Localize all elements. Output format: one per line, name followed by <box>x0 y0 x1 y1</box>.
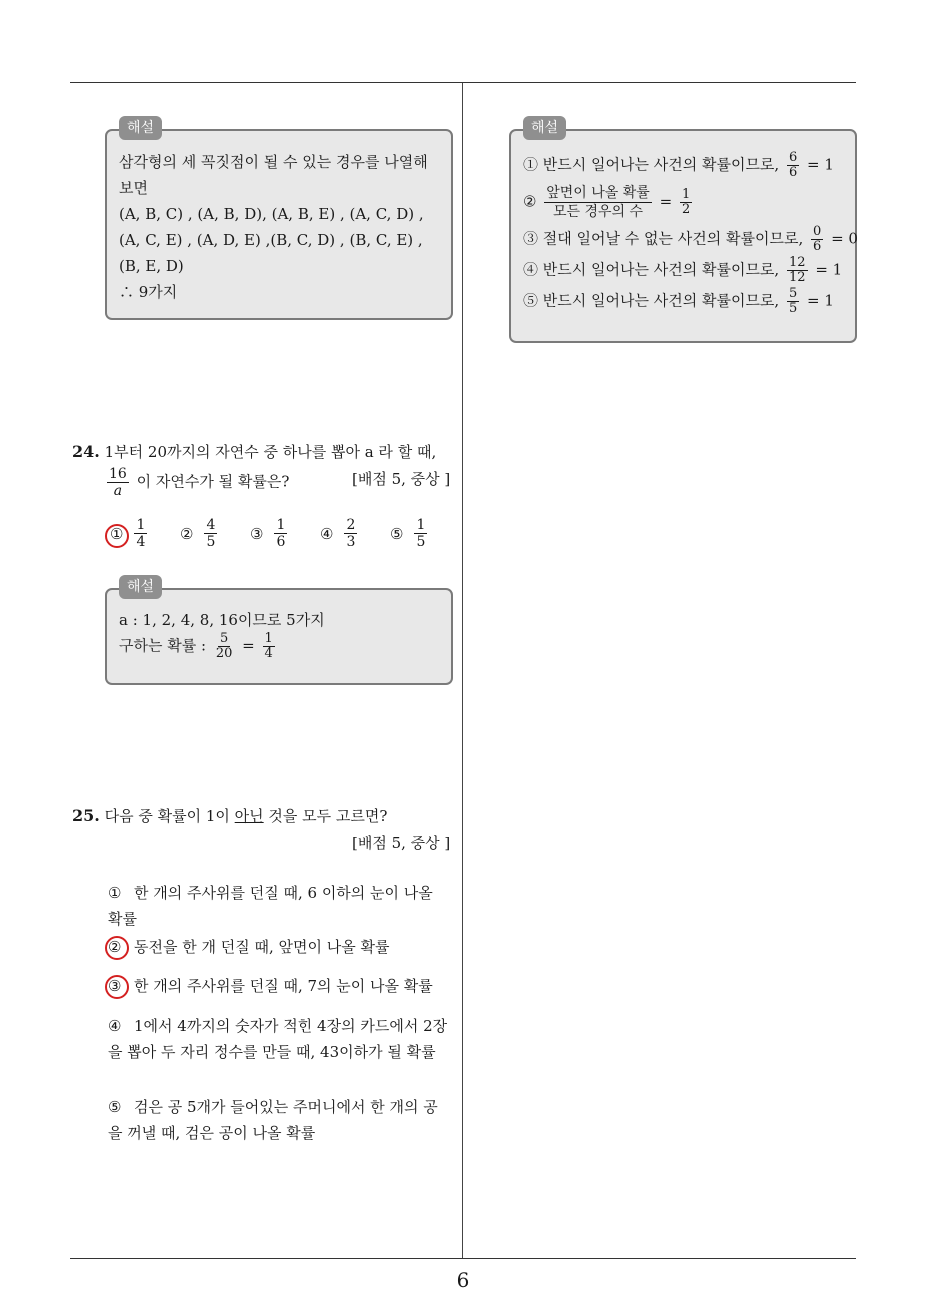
points-label: [배점 5, 중상 ] <box>352 834 451 852</box>
explanation-tag: 해설 <box>119 116 162 140</box>
fraction: $\frac{12}{12}$ <box>788 255 806 285</box>
explanation-line: ∴ 9가지 <box>119 283 178 301</box>
explanation-row-1: ① 반드시 일어나는 사건의 확률이므로, $\frac{6}{6}$ = 1 <box>523 150 834 180</box>
fraction: $\frac{5}{5}$ <box>788 286 798 316</box>
question-stem: 다음 중 확률이 1이 아닌 것을 모두 고르면? <box>104 807 388 825</box>
fraction: $\frac{1}{5}$ <box>416 517 426 550</box>
explanation-box-probability <box>509 120 858 343</box>
explanation-tag: 해설 <box>523 116 566 140</box>
question-25 <box>72 804 452 828</box>
fraction: $\frac{4}{5}$ <box>206 517 216 550</box>
explanation-line: 보면 <box>119 179 148 197</box>
page-number: 6 <box>456 1268 470 1292</box>
question-number: 24. <box>72 442 100 461</box>
option-3[interactable]: ③ 한 개의 주사위를 던질 때, 7의 눈이 나올 확률 <box>108 977 433 995</box>
option-1[interactable]: ① 한 개의 주사위를 던질 때, 6 이하의 눈이 나올 확률 <box>108 884 433 928</box>
explanation-tag: 해설 <box>119 575 162 599</box>
explanation-line: (B, E, D) <box>119 257 184 275</box>
question-stem-2: 이 자연수가 될 확률은? <box>136 472 290 491</box>
answer-circle-mark <box>105 975 129 999</box>
points-label: [배점 5, 중상 ] <box>352 470 451 488</box>
fraction: $\frac{16}{a}$ <box>109 466 127 499</box>
bottom-rule <box>70 1258 856 1259</box>
explanation-line: 삼각형의 세 꼭짓점이 될 수 있는 경우를 나열해 <box>119 153 428 171</box>
explanation-row-2: ② $\frac{\text{앞면이 나올 확률}}{\text{모든 경우의 수}}$ = $\frac{1}{2}$ <box>523 185 691 220</box>
question-number: 25. <box>72 806 100 825</box>
fraction: $\frac{1}{4}$ <box>264 631 273 661</box>
fraction: $\frac{0}{6}$ <box>813 224 822 254</box>
explanation-box-q24 <box>105 579 453 685</box>
solution-line-2: 구하는 확률 : $\frac{5}{20}$ = $\frac{1}{4}$ <box>119 631 273 661</box>
answer-circle-mark <box>105 524 129 548</box>
explanation-row-3: ③ 절대 일어날 수 없는 사건의 확률이므로, $\frac{0}{6}$ = 0 <box>523 224 858 254</box>
top-rule <box>70 82 856 83</box>
fraction: $\frac{1}{6}$ <box>276 517 286 550</box>
explanation-line: (A, C, E) , (A, D, E) ,(B, C, D) , (B, C, E) , <box>119 231 423 249</box>
option-2[interactable]: ② 동전을 한 개 던질 때, 앞면이 나올 확률 <box>108 938 390 956</box>
answer-circle-mark <box>105 936 129 960</box>
explanation-box-triangle <box>105 120 453 320</box>
question-stem: 1부터 20까지의 자연수 중 하나를 뽑아 a 라 할 때, <box>104 443 437 461</box>
explanation-row-4: ④ 반드시 일어나는 사건의 확률이므로, $\frac{12}{12}$ = 1 <box>523 255 843 285</box>
option-4[interactable]: ④ 1에서 4까지의 숫자가 적힌 4장의 카드에서 2장을 뽑아 두 자리 정수를 만들 때, 43이하가 될 확률 <box>108 1017 448 1061</box>
option-5[interactable]: ⑤ 검은 공 5개가 들어있는 주머니에서 한 개의 공을 꺼낼 때, 검은 공이 나올 확률 <box>108 1098 438 1142</box>
solution-line-1: a : 1, 2, 4, 8, 16이므로 5가지 <box>119 611 325 629</box>
column-divider <box>462 83 463 1258</box>
choice-5[interactable]: ⑤ $\frac{1}{5}$ <box>390 517 426 550</box>
fraction: $\frac{1}{4}$ <box>136 517 146 550</box>
explanation-line: (A, B, C) , (A, B, D), (A, B, E) , (A, C, D) , <box>119 205 424 223</box>
fraction: $\frac{\text{앞면이 나올 확률}}{\text{모든 경우의 수}}$ <box>546 185 650 220</box>
fraction: $\frac{6}{6}$ <box>788 150 798 180</box>
fraction: $\frac{5}{20}$ <box>215 631 233 661</box>
choice-2[interactable]: ② $\frac{4}{5}$ <box>180 517 216 550</box>
choice-1[interactable]: ① $\frac{1}{4}$ <box>110 517 146 550</box>
choice-4[interactable]: ④ $\frac{2}{3}$ <box>320 517 356 550</box>
fraction: $\frac{2}{3}$ <box>346 517 356 550</box>
fraction: $\frac{1}{2}$ <box>681 187 691 217</box>
explanation-row-5: ⑤ 반드시 일어나는 사건의 확률이므로, $\frac{5}{5}$ = 1 <box>523 286 834 316</box>
choice-3[interactable]: ③ $\frac{1}{6}$ <box>250 517 286 550</box>
